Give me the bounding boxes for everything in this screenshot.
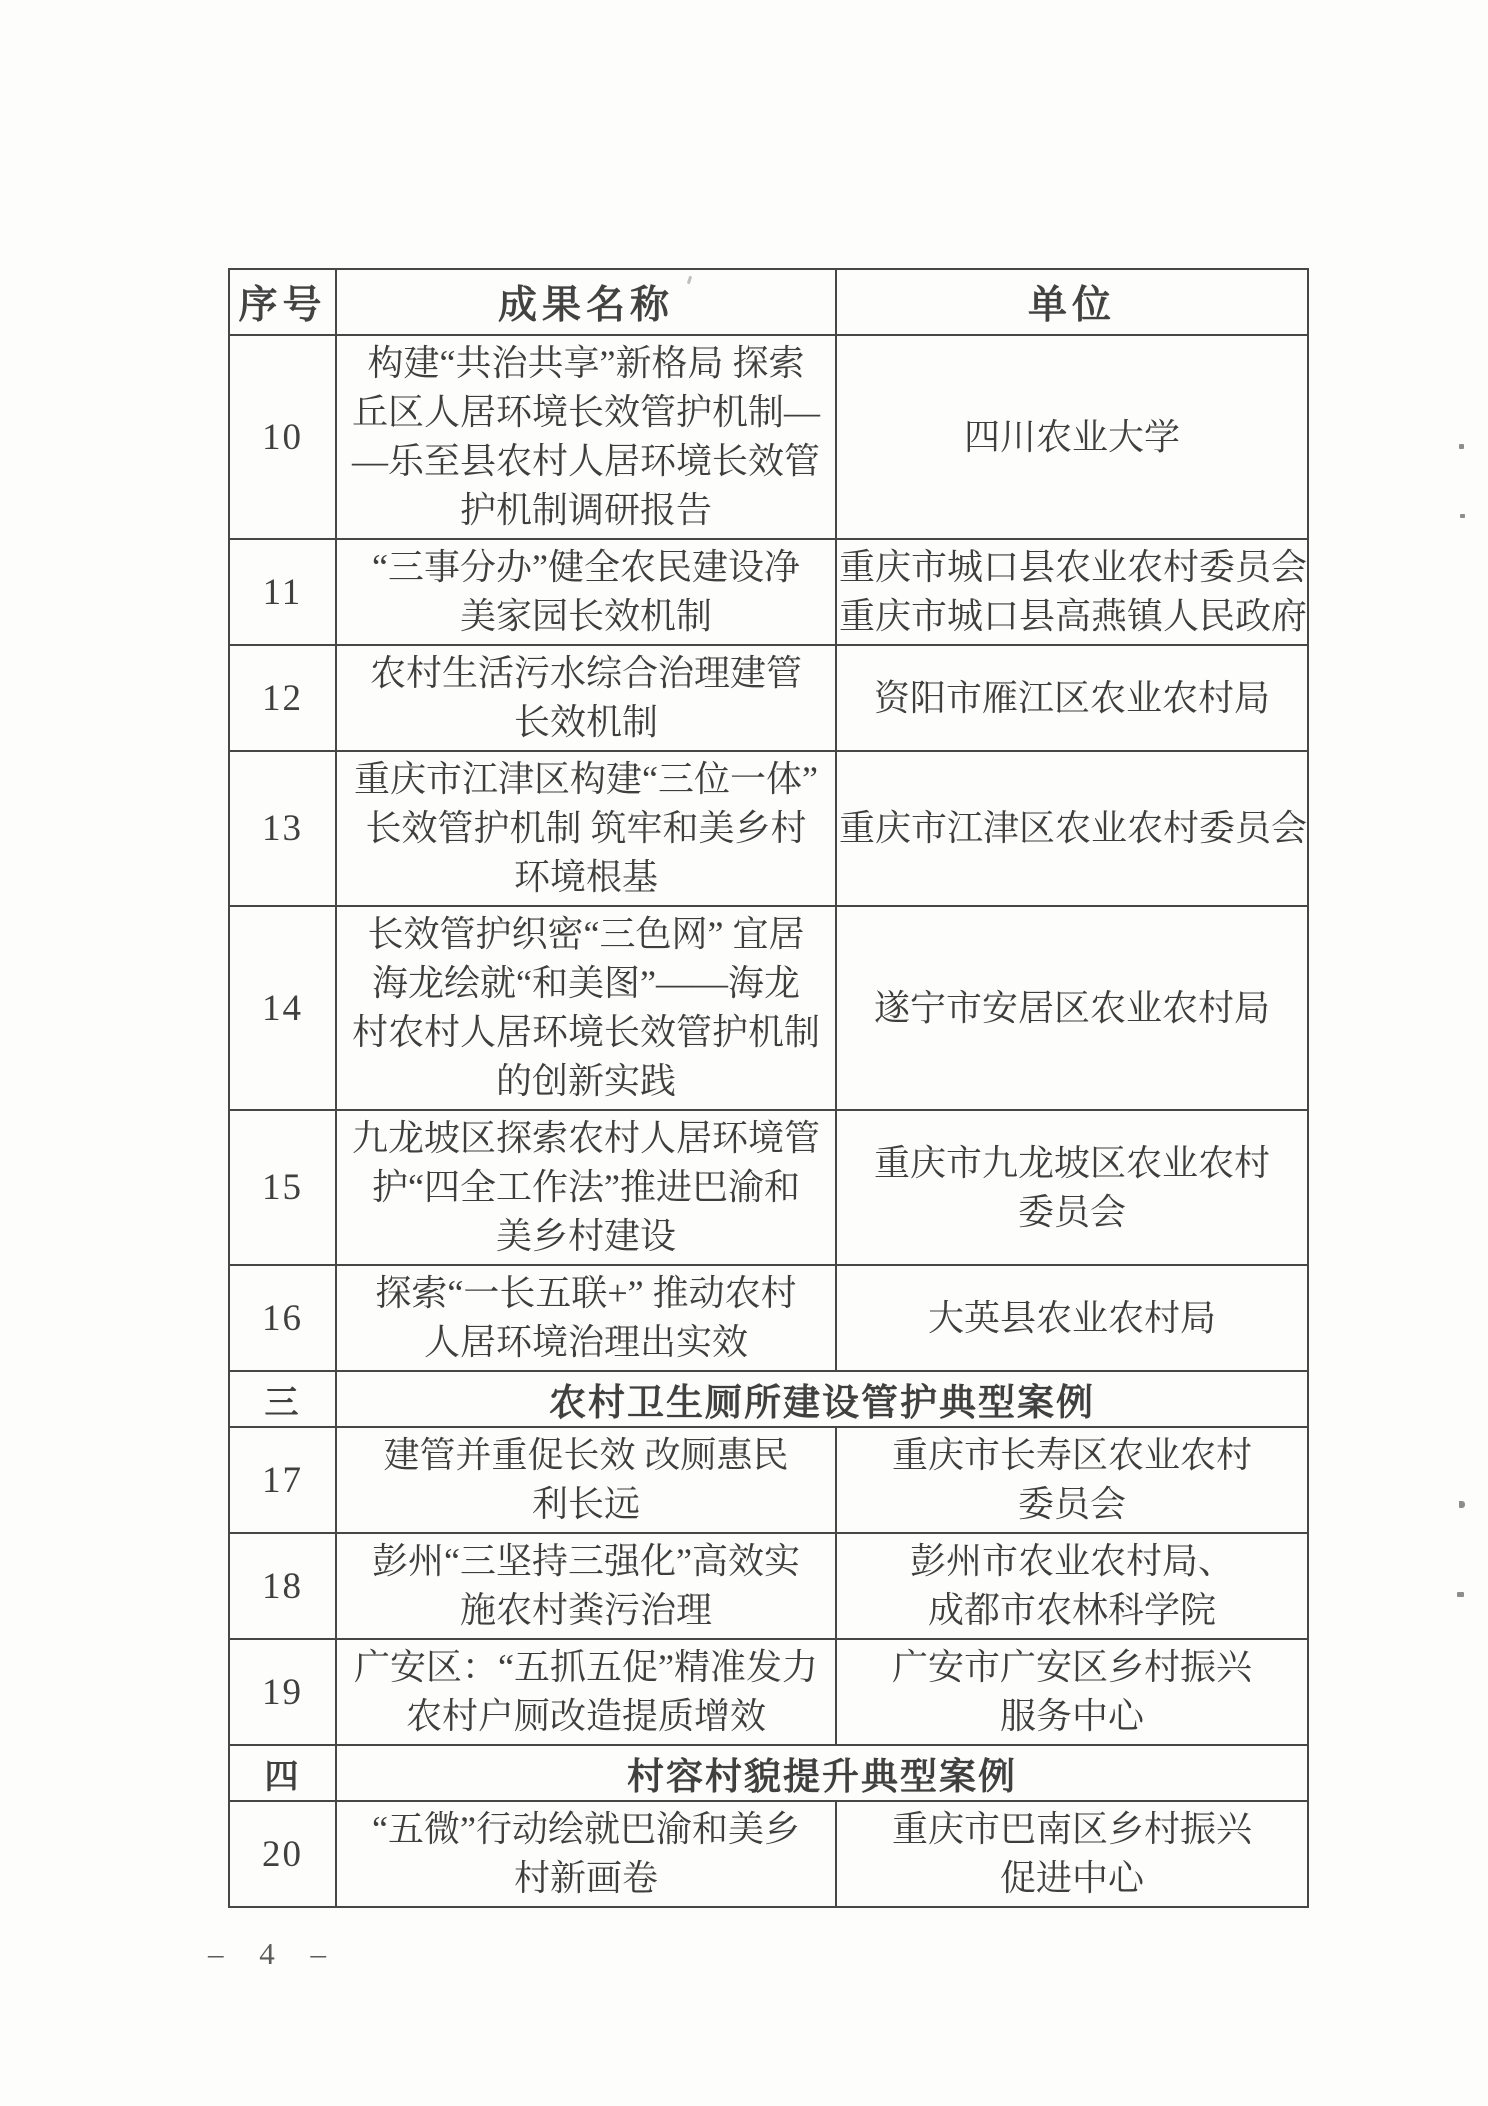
row-number: 19 bbox=[229, 1639, 336, 1745]
table-row bbox=[229, 751, 1308, 906]
table-row bbox=[229, 539, 1308, 645]
text-line: 环境根基 bbox=[513, 857, 658, 897]
section-title: 农村卫生厕所建设管护典型案例 bbox=[336, 1371, 1308, 1427]
text-line: 利长远 bbox=[531, 1484, 640, 1524]
table-row bbox=[229, 335, 1308, 539]
row-number: 20 bbox=[229, 1801, 336, 1907]
text-line: 促进中心 bbox=[999, 1858, 1144, 1898]
row-number: 14 bbox=[229, 906, 336, 1110]
text-line: 重庆市城口县高燕镇人民政府 bbox=[839, 596, 1308, 636]
text-line: 海龙绘就“和美图”——海龙 bbox=[372, 963, 800, 1003]
text-line: 广安市广安区乡村振兴 bbox=[891, 1647, 1252, 1687]
text-line: “三事分办”健全农民建设净 bbox=[372, 547, 800, 587]
unit-cell bbox=[836, 1801, 1308, 1907]
text-line: “五微”行动绘就巴渝和美乡 bbox=[372, 1809, 800, 1849]
row-number: 11 bbox=[229, 539, 336, 645]
unit-cell bbox=[836, 906, 1308, 1110]
achievement-name-cell bbox=[336, 1639, 836, 1745]
row-number: 16 bbox=[229, 1265, 336, 1371]
achievement-name-cell bbox=[336, 1265, 836, 1371]
text-line: 建管并重促长效 改厕惠民 bbox=[383, 1435, 789, 1475]
row-number: 三 bbox=[229, 1371, 336, 1427]
text-line: 护“四全工作法”推进巴渝和 bbox=[372, 1167, 800, 1207]
row-number: 四 bbox=[229, 1745, 336, 1801]
row-number: 18 bbox=[229, 1533, 336, 1639]
achievement-name-cell bbox=[336, 645, 836, 751]
text-line: 构建“共治共享”新格局 探索 bbox=[367, 343, 805, 383]
row-number: 15 bbox=[229, 1110, 336, 1265]
table-row bbox=[229, 1801, 1308, 1907]
unit-cell bbox=[836, 1427, 1308, 1533]
text-line: 广安区：“五抓五促”精准发力 bbox=[354, 1647, 818, 1687]
text-line: 资阳市雁江区农业农村局 bbox=[873, 677, 1270, 718]
section-row bbox=[229, 1371, 1308, 1427]
text-line: 护机制调研报告 bbox=[459, 490, 712, 530]
scan-speck bbox=[1459, 1501, 1465, 1508]
scan-speck bbox=[1459, 444, 1464, 449]
text-line: 探索“一长五联+” 推动农村 bbox=[375, 1273, 797, 1313]
text-line: 重庆市长寿区农业农村 bbox=[891, 1435, 1252, 1475]
table-row bbox=[229, 645, 1308, 751]
text-line: 农村户厕改造提质增效 bbox=[405, 1696, 766, 1736]
text-line: —乐至县农村人居环境长效管 bbox=[351, 441, 820, 481]
unit-cell bbox=[836, 1110, 1308, 1265]
row-number: 10 bbox=[229, 335, 336, 539]
text-line: 委员会 bbox=[1017, 1484, 1126, 1524]
achievement-name-cell bbox=[336, 1801, 836, 1907]
achievement-name-cell bbox=[336, 1110, 836, 1265]
achievement-name-cell bbox=[336, 751, 836, 906]
text-line: 美家园长效机制 bbox=[459, 596, 712, 636]
text-line: 重庆市巴南区乡村振兴 bbox=[891, 1809, 1252, 1849]
text-line: 农村生活污水综合治理建管 bbox=[369, 653, 802, 693]
text-line: 九龙坡区探索农村人居环境管 bbox=[351, 1118, 820, 1158]
text-line: 村新画卷 bbox=[513, 1858, 658, 1898]
text-line: 服务中心 bbox=[999, 1696, 1144, 1736]
unit-cell bbox=[836, 751, 1308, 906]
table-row bbox=[229, 1427, 1308, 1533]
table-header-row bbox=[229, 269, 1308, 335]
text-line: 重庆市九龙坡区农业农村 bbox=[873, 1142, 1270, 1183]
unit-cell bbox=[836, 645, 1308, 751]
achievement-name-cell bbox=[336, 539, 836, 645]
unit-cell bbox=[836, 1639, 1308, 1745]
achievement-name-cell bbox=[336, 1427, 836, 1533]
text-line: 丘区人居环境长效管护机制— bbox=[351, 392, 820, 432]
table-row bbox=[229, 1533, 1308, 1639]
text-line: 遂宁市安居区农业农村局 bbox=[873, 987, 1270, 1028]
achievement-name-cell bbox=[336, 335, 836, 539]
achievement-name-cell bbox=[336, 1533, 836, 1639]
text-line: 美乡村建设 bbox=[495, 1216, 676, 1256]
unit-cell bbox=[836, 539, 1308, 645]
text-line: 村农村人居环境长效管护机制 bbox=[351, 1012, 820, 1052]
text-line: 施农村粪污治理 bbox=[459, 1590, 712, 1630]
unit-cell bbox=[836, 1533, 1308, 1639]
text-line: 人居环境治理出实效 bbox=[423, 1322, 748, 1362]
scan-speck bbox=[1457, 1592, 1464, 1597]
text-line: 重庆市城口县农业农村委员会 bbox=[839, 547, 1308, 587]
text-line: 大英县农业农村局 bbox=[927, 1297, 1216, 1338]
table-row bbox=[229, 906, 1308, 1110]
results-table bbox=[228, 268, 1309, 1908]
page-number: – 4 – bbox=[208, 1936, 340, 1971]
text-line: 长效机制 bbox=[513, 702, 658, 742]
section-title: 村容村貌提升典型案例 bbox=[336, 1745, 1308, 1801]
row-number: 17 bbox=[229, 1427, 336, 1533]
text-line: 彭州市农业农村局、 bbox=[909, 1541, 1234, 1581]
scan-speck bbox=[1460, 514, 1465, 518]
table-row bbox=[229, 1265, 1308, 1371]
text-line: 委员会 bbox=[1017, 1191, 1126, 1232]
text-line: 的创新实践 bbox=[495, 1061, 676, 1101]
text-line: 彭州“三坚持三强化”高效实 bbox=[372, 1541, 800, 1581]
unit-cell bbox=[836, 1265, 1308, 1371]
achievement-name-cell bbox=[336, 906, 836, 1110]
table-row bbox=[229, 1639, 1308, 1745]
text-line: 长效管护机制 筑牢和美乡村 bbox=[365, 808, 807, 848]
unit-cell bbox=[836, 335, 1308, 539]
column-header-no: 序号 bbox=[229, 269, 336, 335]
text-line: 重庆市江津区构建“三位一体” bbox=[354, 759, 818, 799]
row-number: 12 bbox=[229, 645, 336, 751]
row-number: 13 bbox=[229, 751, 336, 906]
section-row bbox=[229, 1745, 1308, 1801]
text-line: 重庆市江津区农业农村委员会 bbox=[839, 808, 1308, 848]
text-line: 成都市农林科学院 bbox=[927, 1590, 1216, 1630]
text-line: 长效管护织密“三色网” 宜居 bbox=[367, 914, 805, 954]
text-line: 四川农业大学 bbox=[963, 416, 1180, 457]
column-header-unit: 单位 bbox=[836, 269, 1308, 335]
column-header-name: 成果名称 bbox=[336, 269, 836, 335]
table-row bbox=[229, 1110, 1308, 1265]
